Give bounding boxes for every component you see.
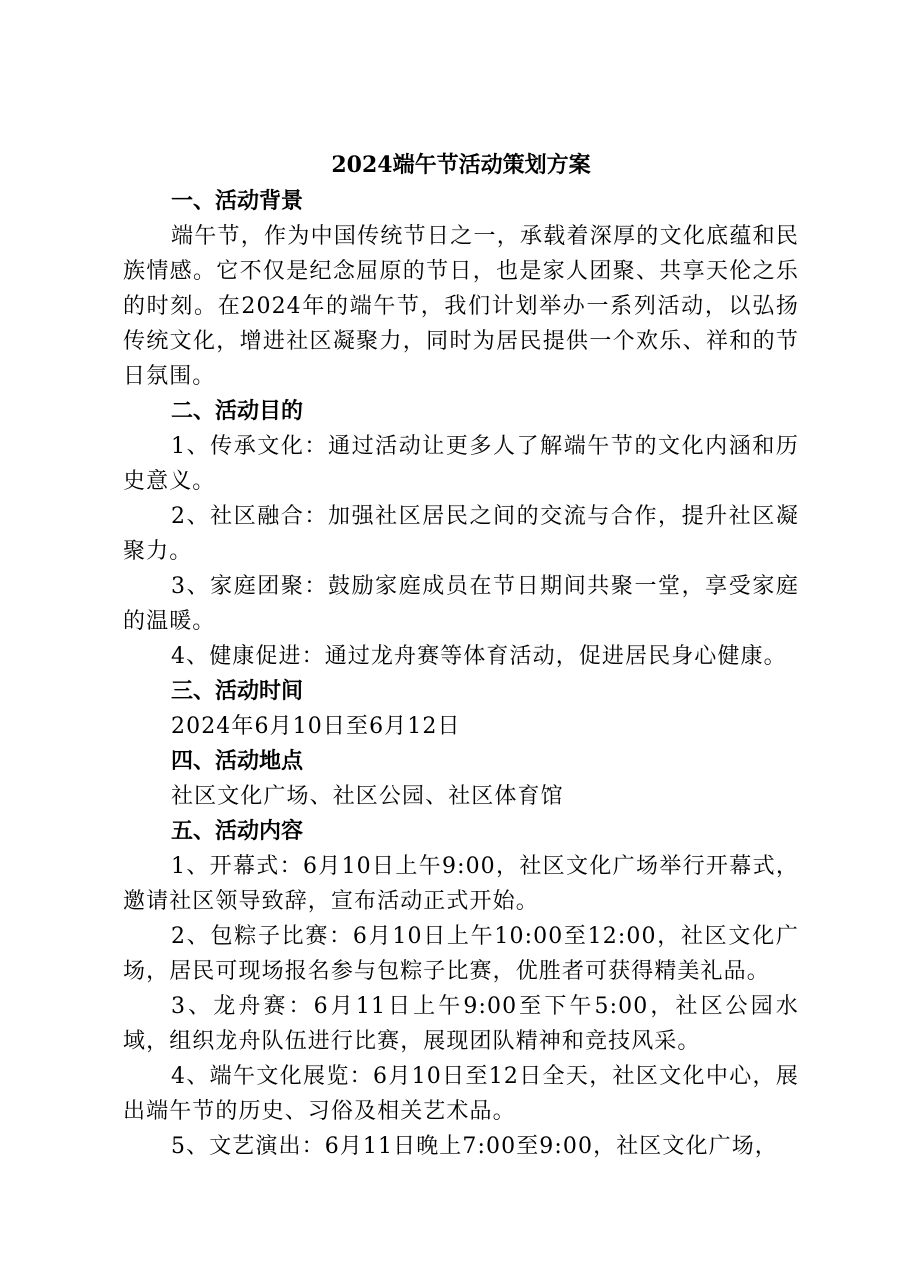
section-heading-content: 五、活动内容 [171, 819, 304, 844]
goal-item: 2、社区融合：加强社区居民之间的交流与合作，提升社区凝聚力。 [123, 504, 799, 564]
section-heading-location: 四、活动地点 [171, 749, 304, 774]
content-item: 4、端午文化展览：6月10日至12日全天，社区文化中心，展出端午节的历史、习俗及相关艺术品。 [123, 1064, 799, 1124]
goal-item: 4、健康促进：通过龙舟赛等体育活动，促进居民身心健康。 [171, 644, 787, 669]
section-heading-background: 一、活动背景 [171, 189, 304, 214]
content-item: 5、文艺演出：6月11日晚上7:00至9:00，社区文化广场， [171, 1134, 778, 1159]
goal-item: 3、家庭团聚：鼓励家庭成员在节日期间共聚一堂，享受家庭的温暖。 [123, 574, 799, 634]
section-heading-goals: 二、活动目的 [171, 399, 304, 424]
document-body [123, 146, 799, 1164]
background-paragraph: 端午节，作为中国传统节日之一，承载着深厚的文化底蕴和民族情感。它不仅是纪念屈原的节日，也是家人团聚、共享天伦之乐的时刻。在2024年的端午节，我们计划举办一系列活动，以弘扬传统文化，增进社区凝聚力，同时为居民提供一个欢乐、祥和的节日氛围。 [123, 224, 799, 389]
content-item: 3、龙舟赛：6月11日上午9:00至下午5:00，社区公园水域，组织龙舟队伍进行比赛，展现团队精神和竞技风采。 [123, 994, 799, 1054]
section-heading-time: 三、活动时间 [171, 679, 304, 704]
time-text: 2024年6月10日至6月12日 [171, 714, 461, 739]
document-title: 2024端午节活动策划方案 [331, 152, 591, 178]
goal-item: 1、传承文化：通过活动让更多人了解端午节的文化内涵和历史意义。 [123, 434, 799, 494]
content-item: 2、包粽子比赛：6月10日上午10:00至12:00，社区文化广场，居民可现场报名参与包粽子比赛，优胜者可获得精美礼品。 [123, 924, 799, 984]
content-item: 1、开幕式：6月10日上午9:00，社区文化广场举行开幕式，邀请社区领导致辞，宣布活动正式开始。 [123, 854, 799, 914]
location-text: 社区文化广场、社区公园、社区体育馆 [171, 784, 564, 809]
